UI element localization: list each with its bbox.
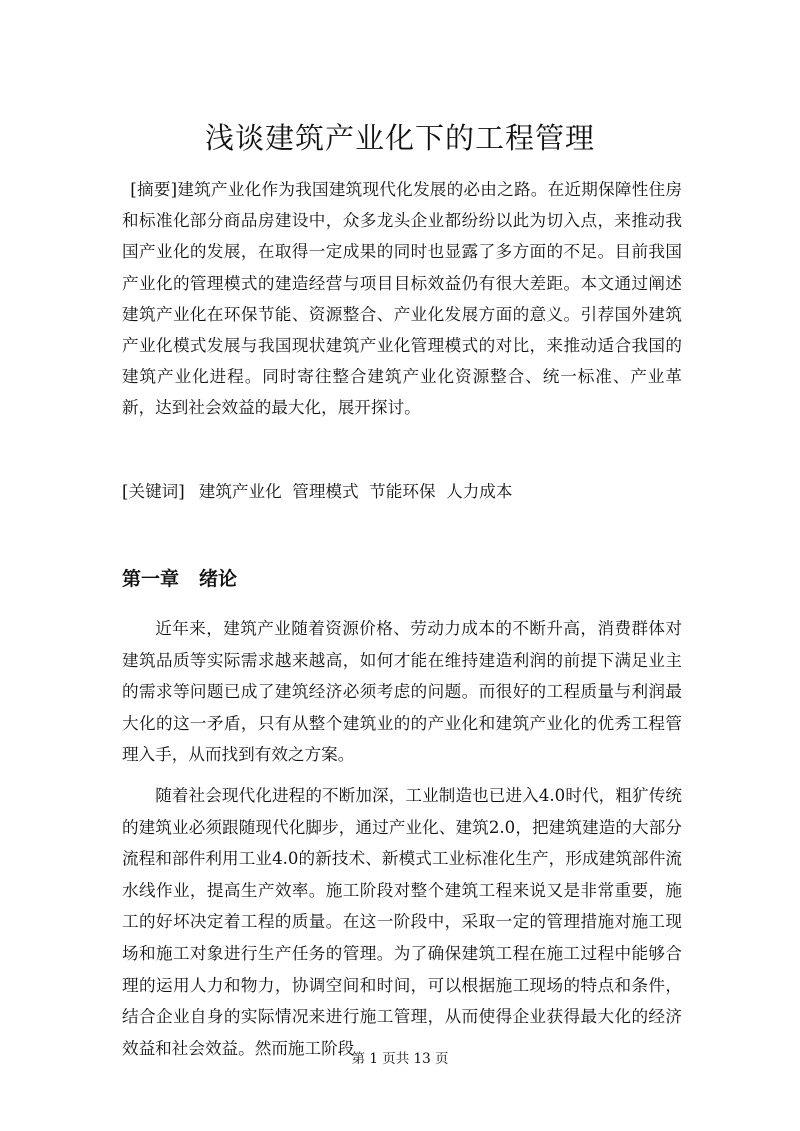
chapter-number: 第一章	[122, 568, 180, 590]
keywords-list: 建筑产业化 管理模式 节能环保 人力成本	[198, 482, 513, 501]
document-title: 浅谈建筑产业化下的工程管理	[204, 121, 595, 155]
keywords-label: [关键词]	[122, 482, 185, 501]
keywords-line	[122, 480, 512, 504]
chapter-heading	[122, 564, 237, 591]
body-paragraph-1: 近年来，建筑产业随着资源价格、劳动力成本的不断升高，消费群体对建筑品质等实际需求越来越高，如何才能在维持建造利润的前提下满足业主的需求等问题已成了建筑经济必须考虑的问题。而很好的工程质量与利润最大化的这一矛盾，只有从整个建筑业的的产业化和建筑产业化的优秀工程管理入手，从而找到有效之方案。	[122, 619, 682, 765]
body-paragraph-2: 随着社会现代化进程的不断加深，工业制造也已进入4.0时代，粗犷传统的建筑业必须跟随现代化脚步，通过产业化、建筑2.0，把建筑建造的大部分流程和部件利用工业4.0的新技术、新模式工业标准化生产，形成建筑部件流水线作业，提高生产效率。施工阶段对整个建筑工程来说又是非常重要，施工的好坏决定着工程的质量。在这一阶段中，采取一定的管理措施对施工现场和施工对象进行生产任务的管理。为了确保建筑工程在施工过程中能够合理的运用人力和物力，协调空间和时间，可以根据施工现场的特点和条件，结合企业自身的实际情况来进行施工管理，从而使得企业获得最大化的经济效益和社会效益。然而施工阶段	[122, 786, 682, 1058]
page-footer: 第 1 页共 13 页	[351, 1051, 449, 1067]
abstract-paragraph: [摘要]建筑产业化作为我国建筑现代化发展的必由之路。在近期保障性住房和标准化部分商品房建设中，众多龙头企业都纷纷以此为切入点，来推动我国产业化的发展，在取得一定成果的同时也显露了多方面的不足。目前我国产业化的管理模式的建造经营与项目目标效益仍有很大差距。本文通过阐述建筑产业化在环保节能、资源整合、产业化发展方面的意义。引荐国外建筑产业化模式发展与我国现状建筑产业化管理模式的对比，来推动适合我国的建筑产业化进程。同时寄往整合建筑产业化资源整合、统一标准、产业革新，达到社会效益的最大化，展开探讨。	[122, 180, 682, 418]
chapter-title: 绪论	[199, 568, 238, 590]
